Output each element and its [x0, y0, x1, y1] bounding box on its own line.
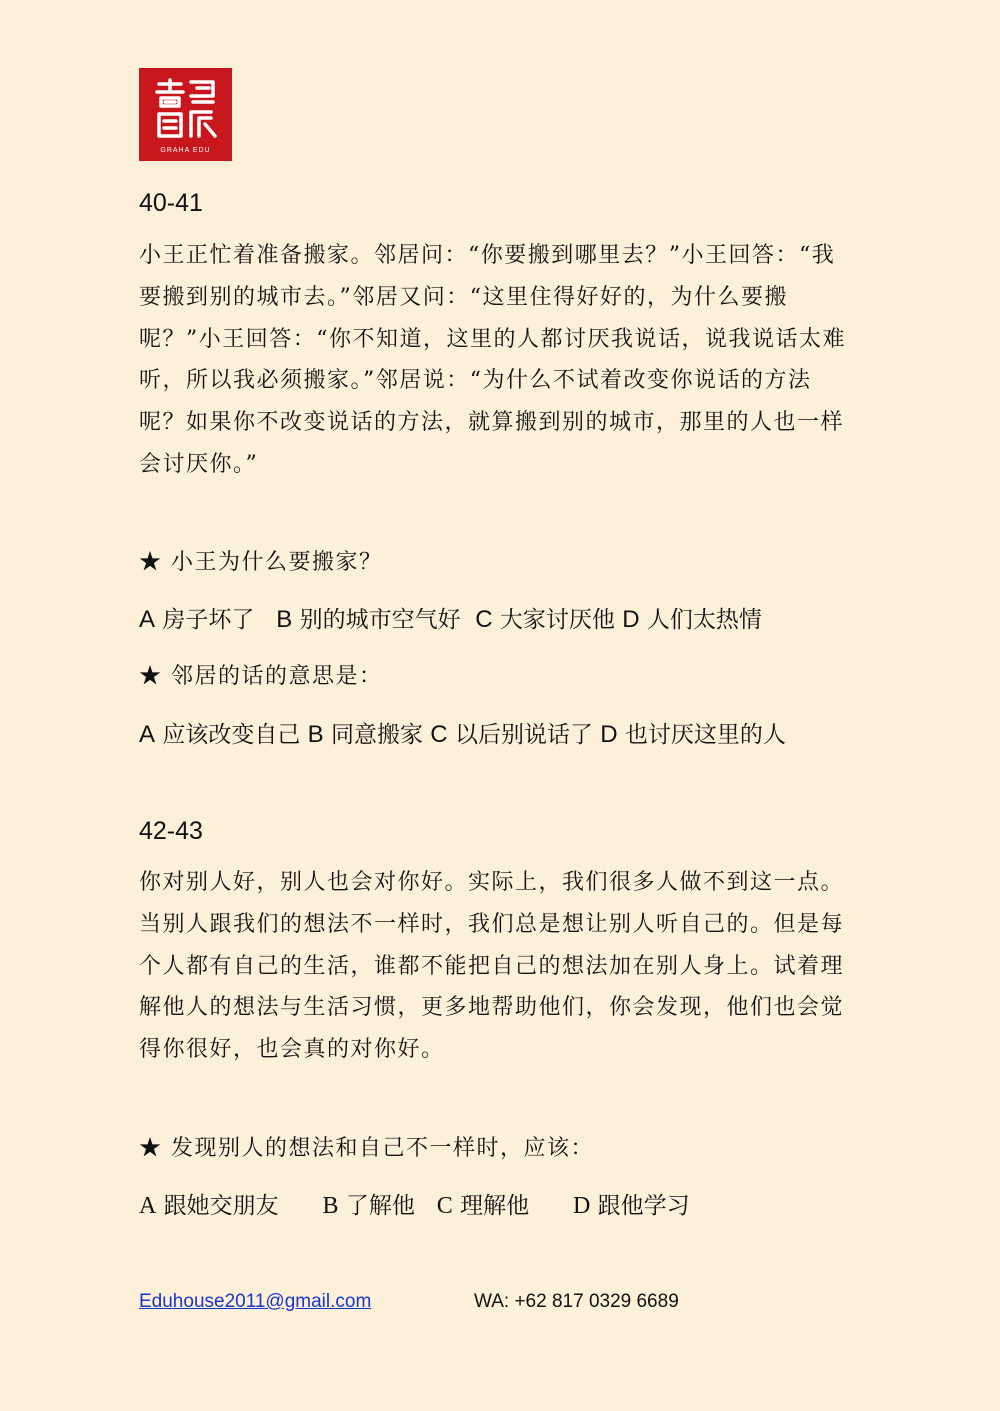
answer-options	[139, 1185, 869, 1227]
option-a[interactable]: A 房子坏了	[139, 606, 255, 633]
question-text: ★ 小王为什么要搬家？	[139, 550, 383, 575]
logo-caption: GRAHA EDU	[160, 147, 211, 154]
section-number: 42-43	[139, 817, 203, 845]
graha-edu-logo	[139, 68, 232, 161]
option-a[interactable]: A 跟她交朋友	[139, 1193, 279, 1219]
section-number: 40-41	[139, 189, 203, 217]
footer-email-link[interactable]: Eduhouse2011@gmail.com	[139, 1291, 372, 1312]
question-text: ★ 发现别人的想法和自己不一样时，应该：	[139, 1136, 594, 1161]
option-b[interactable]: B 别的城市空气好	[276, 606, 461, 633]
option-c[interactable]: C 以后别说话了	[430, 721, 593, 748]
seal-glyph-icon	[153, 78, 218, 140]
question-text: ★ 邻居的话的意思是：	[139, 664, 383, 689]
option-a[interactable]: A 应该改变自己	[139, 721, 301, 748]
option-b[interactable]: B 同意搬家	[307, 721, 423, 748]
passage-text: 你对别人好，别人也会对你好。实际上，我们很多人做不到这一点。当别人跟我们的想法不一样时，我们总是想让别人听自己的。但是每个人都有自己的生活，谁都不能把自己的想法加在别人身上。试着理解他人的想法与生活习惯，更多地帮助他们，你会发现，他们也会觉得你很好，也会真的对你好。	[139, 870, 845, 1063]
option-d[interactable]: D 跟他学习	[573, 1193, 690, 1219]
option-c[interactable]: C 大家讨厌他	[475, 606, 615, 633]
footer-whatsapp: WA: +62 817 0329 6689	[474, 1291, 679, 1312]
option-d[interactable]: D 也讨厌这里的人	[600, 721, 786, 748]
answer-options	[139, 599, 869, 641]
answer-options	[139, 714, 849, 756]
option-d[interactable]: D 人们太热情	[622, 606, 762, 633]
passage-text: 小王正忙着准备搬家。邻居问：“你要搬到哪里去？”小王回答：“我要搬到别的城市去。”邻居又问：“这里住得好好的，为什么要搬呢？”小王回答：“你不知道，这里的人都讨厌我说话，说我说话太难听，所以我必须搬家。”邻居说：“为什么不试着改变你说话的方法呢？如果你不改变说话的方法，就算搬到别的城市，那里的人也一样会讨厌你。”	[139, 243, 846, 477]
option-c[interactable]: C 理解他	[436, 1193, 530, 1219]
option-b[interactable]: B 了解他	[322, 1193, 415, 1219]
